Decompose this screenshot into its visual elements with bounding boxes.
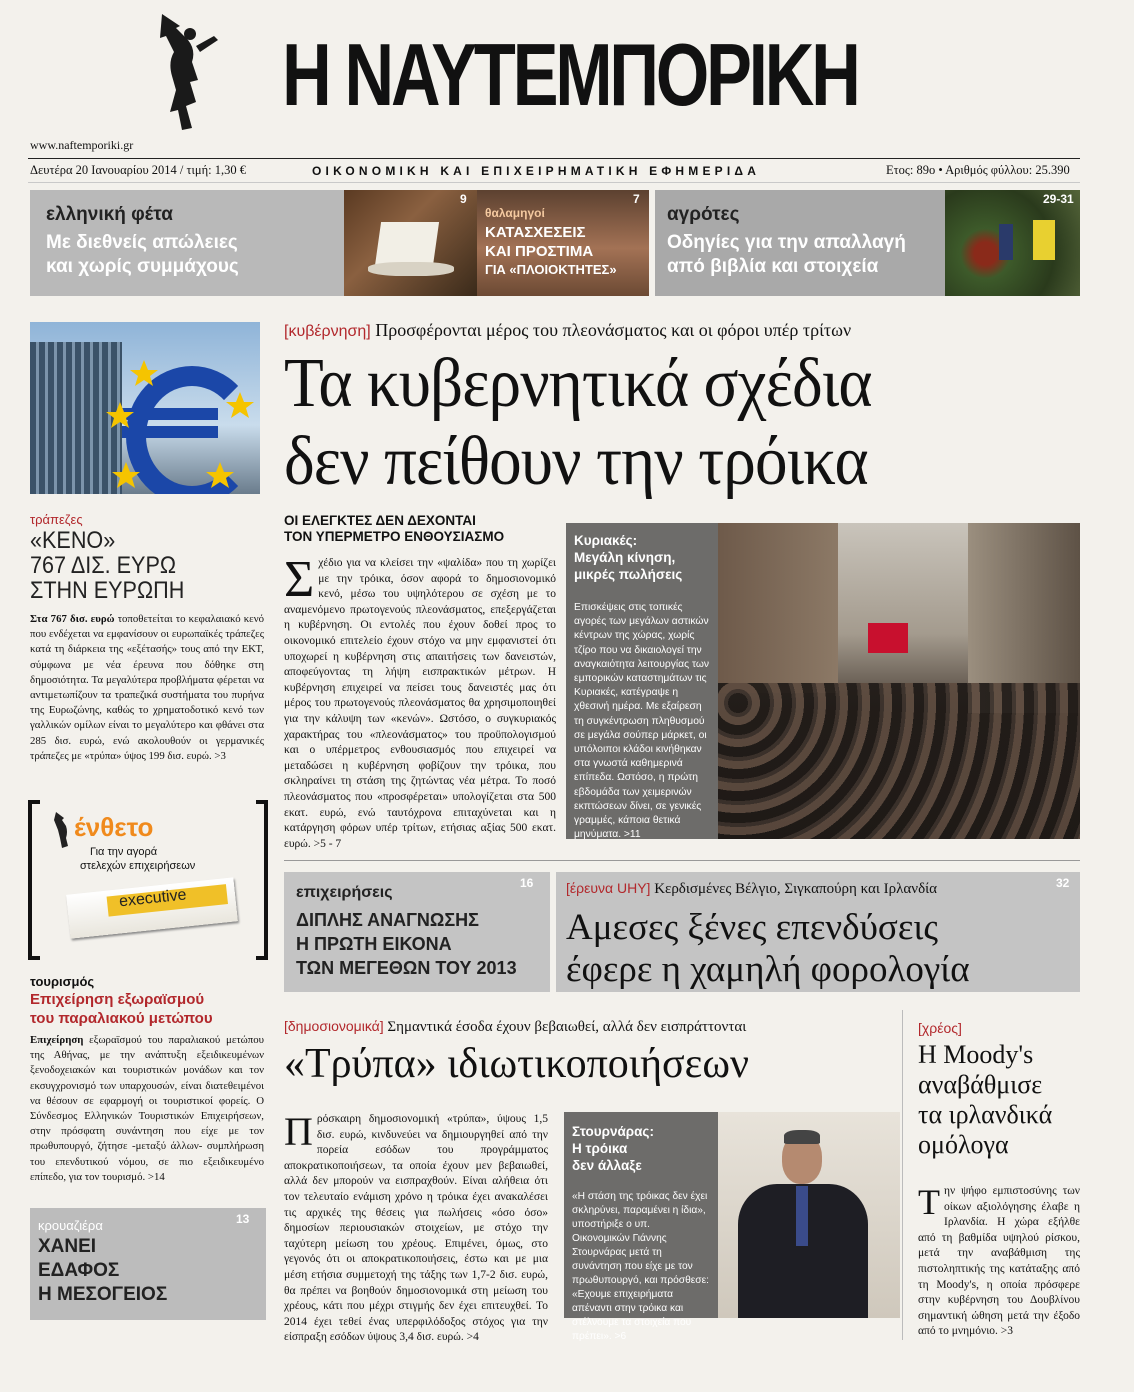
page-number: 32	[1056, 876, 1070, 890]
lead-tag: [κυβέρνηση]	[284, 323, 371, 340]
teaser-yachts[interactable]	[477, 190, 649, 296]
hermes-logo-icon	[152, 6, 232, 136]
moodys-dropcap: Τ	[918, 1182, 940, 1222]
hermes-small-icon	[52, 810, 76, 850]
teaser-farmers[interactable]	[655, 190, 1080, 296]
teaser-kicker: θαλαμηγοί	[485, 206, 545, 220]
newspaper-title: Η ΝΑΥΤΕΜΠΟΡΙΚΗ	[282, 25, 858, 124]
moodys-headline-line: αναβάθμισε	[918, 1070, 1043, 1099]
sundays-box	[566, 523, 718, 839]
business-headline-line: Η ΠΡΩΤΗ ΕΙΚΟΝΑ	[296, 934, 452, 954]
teaser-headline-line: ΓΙΑ «ΠΛΟΙΟΚΤΗΤΕΣ»	[485, 262, 617, 277]
tourism-kicker: τουρισμός	[30, 974, 95, 989]
banks-kicker: τράπεζες	[30, 512, 83, 527]
tourism-body: Επιχείρηση εξωραϊσμού του παραλιακού μετώπου της Αθήνας, με την ανάπτυξη εξειδικευμένων ξενοδοχειακών και τουριστικών μονάδων και τον εκσυγχρονισμό των υπαρχουσών, είναι διατεθειμένοι να θέσουν σε εφαρμογή οι τουριστικοί φορείς. Ο Σύνδεσμος Ελληνικών Τουριστικών Επιχειρήσεων, στην πρόσφατη συνάντηση που είχε με τον πρωθυπουργό, ζήτησε -μεταξύ άλλων- συμπλήρωση του επενδυτικού νόμου, σε πιο εξειδικευμένο επίπεδο, για τον τουρισμό. >14	[30, 1034, 264, 1183]
banks-lead: Στα 767 δισ. ευρώ	[30, 613, 115, 625]
star-icon	[100, 352, 260, 492]
business-box[interactable]	[284, 872, 550, 992]
business-kicker: επιχειρήσεις	[296, 884, 393, 901]
moodys-headline-line: τα ιρλανδικά	[918, 1100, 1053, 1129]
banks-headline-line: 767 ΔΙΣ. ΕΥΡΩ	[30, 552, 177, 579]
teaser-headline-line: από βιβλία και στοιχεία	[667, 256, 879, 277]
date-price: Δευτέρα 20 Ιανουαρίου 2014 / τιμή: 1,30 €	[30, 163, 246, 177]
teaser-headline-line: ΧΑΝΕΙ	[38, 1236, 97, 1257]
page-number: 7	[633, 192, 640, 206]
teaser-kicker: κρουαζιέρα	[38, 1218, 103, 1233]
business-headline-line: ΤΩΝ ΜΕΓΕΘΩΝ ΤΟΥ 2013	[296, 958, 517, 978]
moodys-tag: [χρέος]	[918, 1020, 962, 1036]
privatizations-headline: «Τρύπα» ιδιωτικοποιήσεων	[284, 1041, 749, 1087]
tourism-lead: Επιχείρηση	[30, 1034, 84, 1046]
lead-subhead-line: ΟΙ ΕΛΕΓΚΤΕΣ ΔΕΝ ΔΕΧΟΝΤΑΙ	[284, 513, 476, 528]
stournaras-box	[564, 1112, 718, 1342]
teaser-headline-line: Οδηγίες για την απαλλαγή	[667, 232, 906, 253]
moodys-headline-line: ομόλογα	[918, 1130, 1009, 1159]
lead-body: χέδιο για να κλείσει την «ψαλίδα» που τη χωρίζει με την τρόικα, όσον αφορά το δημοσιονομικό κενό, μέσω του υψηλότερου σε σχέση με το αναμενόμενο πρωτογενούς πλεονάσματος, επεξεργάζεται η κυβέρνηση. Οι εντολές που έχουν δοθεί προς το οικονομικό επιτελείο έχουν στόχο να μην εμφανιστεί ότι υποχωρεί η κυβέρνηση στις απαιτήσεις των δανειστών, αποφεύγοντας τη λήψη εισπρακτικών μέτρων. Η κυβέρνηση επιχειρεί να πείσει τους δανειστές μας ότι μέρος του πρωτογενούς πλεονάσματος θα χρησιμοποιηθεί για την κάλυψη των «κενών». Ωστόσο, ο συγκυριακός χαρακτήρας του «πλεονάσματος» του προϋπολογισμού και ο υπέρμετρος ενθουσιασμός που επιχειρεί να μεταδώσει η κυβέρνηση φοβίζουν την τρόικα, που σκληραίνει τη στάση της ζητώντας νέα μέτρα. Το ποσό πλεονάσματος που «προσφέρεται» υπολογίζεται στα 500 εκατ. ευρώ, ενώ ταυτόχρονα επιταχύνεται και η κατάργηση φόρων υπέρ τρίτων, ετήσιας αξίας 500 εκατ. ευρώ. >5 - 7	[284, 557, 556, 850]
lead-headline-line: δεν πείθουν την τρόικα	[284, 423, 868, 500]
entheto-title: ένθετο	[74, 812, 154, 842]
feta-photo	[344, 190, 477, 296]
uhy-tag: [έρευνα UHY]	[566, 880, 651, 896]
teaser-headline-line: Με διεθνείς απώλειες	[46, 232, 238, 253]
masthead-subtitle: ΟΙΚΟΝΟΜΙΚΗ ΚΑΙ ΕΠΙΧΕΙΡΗΜΑΤΙΚΗ ΕΦΗΜΕΡΙΔΑ	[312, 164, 761, 178]
banks-headline-line: «ΚΕΝΟ»	[30, 527, 116, 554]
euro-sculpture-photo	[30, 322, 260, 494]
teaser-headline-line: ΚΑΙ ΠΡΟΣΤΙΜΑ	[485, 243, 594, 260]
teaser-kicker: ελληνική φέτα	[46, 204, 173, 225]
privatizations-tag: [δημοσιονομικά]	[284, 1018, 384, 1034]
uhy-headline-line: Αμεσες ξένες επενδύσεις	[566, 907, 939, 948]
entheto-box[interactable]	[28, 800, 268, 952]
uhy-box[interactable]	[556, 872, 1080, 992]
stournaras-title-line: Στουρνάρας:	[572, 1124, 654, 1139]
lead-subhead-line: ΤΟΝ ΥΠΕΡΜΕΤΡΟ ΕΝΘΟΥΣΙΑΣΜΟ	[284, 529, 505, 544]
lead-supertitle: Προσφέρονται μέρος του πλεονάσματος και οι φόροι υπέρ τρίτων	[370, 320, 852, 340]
teaser-feta[interactable]	[30, 190, 477, 296]
sundays-body: Επισκέψεις στις τοπικές αγορές των μεγάλων αστικών κέντρων της χώρας, χωρίς τζίρο που να δικαιολογεί την αναγκαιότητα λειτουργίας των εμπορικών καταστημάτων τις Κυριακές, κατέγραψε η χθεσινή ημέρα. Με εξαίρεση τη συγκέντρωση πληθυσμού σε μεγάλα σούπερ μάρκετ, οι υπόλοιποι κλάδοι κινήθηκαν στα γνωστά καθημερινά επίπεδα. Ωστόσο, η πρώτη εβδομάδα των χειμερινών εκπτώσεων δίνει, σε γενικές γραμμές, κάποια θετικά μηνύματα. >11	[574, 602, 710, 841]
teaser-headline-line: ΚΑΤΑΣΧΕΣΕΙΣ	[485, 224, 586, 241]
privatizations-dropcap: Π	[284, 1109, 313, 1154]
sundays-title-line: Κυριακές:	[574, 533, 638, 548]
website[interactable]: www.naftemporiki.gr	[30, 138, 134, 152]
lead-dropcap: Σ	[284, 551, 315, 608]
page-number: 29-31	[1043, 192, 1074, 206]
crowd-photo	[718, 523, 1080, 839]
page-number: 16	[520, 876, 534, 890]
uhy-headline-line: έφερε η χαμηλή φορολογία	[566, 949, 970, 990]
stournaras-title-line: δεν άλλαξε	[572, 1158, 642, 1173]
page-number: 9	[460, 192, 467, 206]
uhy-supertitle: Κερδισμένες Βέλγιο, Σιγκαπούρη και Ιρλανδία	[650, 881, 938, 897]
tourism-headline-line: Επιχείρηση εξωραϊσμού	[30, 991, 205, 1008]
teaser-kicker: αγρότες	[667, 204, 740, 225]
page-number: 13	[236, 1212, 250, 1226]
stournaras-body: «Η στάση της τρόικας δεν έχει σκληρύνει, παραμένει η ίδια», υποστήριξε ο υπ. Οικονομικών Γιάννης Στουρνάρας μετά τη συνάντηση που είχε με τον πρωθυπουργό, και πρόσθεσε: «Εχουμε επιχειρήματα απέναντι στην τρόικα και στέλνουμε τα στοιχεία που πρέπει». >6	[572, 1191, 709, 1342]
teaser-headline-line: και χωρίς συμμάχους	[46, 256, 239, 277]
teaser-cruise[interactable]	[30, 1208, 266, 1320]
privatizations-supertitle: Σημαντικά έσοδα έχουν βεβαιωθεί, αλλά δεν εισπράττονται	[383, 1019, 747, 1035]
banks-body: Στα 767 δισ. ευρώ τοποθετείται το κεφαλαιακό κενό που ενδέχεται να εμφανίσουν οι ευρωπαϊκές τράπεζες κατά τη διάρκεια της «εξέτασής» τους από την ΕΚΤ, σύμφωνα με νέα έρευνα που δόθηκε στη δημοσιότητα. Τα μεγαλύτερα προβλήματα φέρεται να αντιμετωπίζουν τα τραπεζικά συστήματα του πυρήνα της Ευρωζώνης, καθώς το χρηματοδοτικό κενό των γαλλικών ομίλων είναι το μεγαλύτερο και φθάνει στα 285 δισ. ευρώ, ενώ ακολουθούν οι γερμανικές τράπεζες με «τρύπα» ύψος 199 δισ. ευρώ. >3	[30, 613, 264, 762]
teaser-headline-line: ΕΔΑΦΟΣ	[38, 1260, 120, 1281]
entheto-subtitle: στελεχών επιχειρήσεων	[80, 860, 196, 872]
business-headline-line: ΔΙΠΛΗΣ ΑΝΑΓΝΩΣΗΣ	[296, 910, 479, 930]
moodys-body: ην ψήφο εμπιστοσύνης των οίκων αξιολόγησης έλαβε η Ιρλανδία. Η χώρα εξήλθε από τη βαθμίδα υψηλού ρίσκου, μετά την αναβάθμιση της πιστοληπτικής της κατάταξης από τη Moody's, η οποία πρόσφερε στην κυβέρνηση του Δουβλίνου σημαντική ώθηση μετά την έξοδο από το μνημόνιο. >3	[918, 1185, 1080, 1338]
executive-magazine-label: executive	[118, 886, 188, 911]
stournaras-title-line: Η τρόικα	[572, 1141, 628, 1156]
lead-headline-line: Τα κυβερνητικά σχέδια	[284, 345, 872, 422]
sundays-title-line: Μεγάλη κίνηση,	[574, 550, 676, 565]
sundays-title-line: μικρές πωλήσεις	[574, 567, 683, 582]
entheto-subtitle: Για την αγορά	[90, 846, 158, 858]
privatizations-body: ρόσκαιρη δημοσιονομική «τρύπα», ύψους 1,5 δισ. ευρώ, κινδυνεύει να δημιουργηθεί από την πορεία εσόδων του προγράμματος αποκρατικοποιήσεων, τα οποία έχουν μεν βεβαιωθεί, αλλά δεν μπορούν να εισπραχθούν. Είναι αλήθεια ότι τον τελευταίο ενάμιση χρόνο η τρόικα έχει ανακαλέσει τις αρχικές της θέσεις για πωλήσεις «όσο όσο» δημοσίων περιουσιακών στοιχείων, με στόχο την ταχύτερη μείωση του χρέους. Επιμένει, όμως, στο γεγονός ότι οι αποκρατικοποιήσεις, έστω και με μια μέση ετήσια συμμετοχή της τάξης των 1,7-2 δισ. ευρώ, θα πρέπει να βοηθούν δημοσιονομικά στη μείωση του χρέους, κάτι που μέχρι στιγμής δεν έχει επιτευχθεί. Το 2014 έχει τεθεί ένας υπερφιλόδοξος στόχος για την είσπραξη εσόδων ύψους 3,4 δισ. ευρώ. >4	[284, 1113, 548, 1344]
stournaras-photo	[718, 1112, 900, 1318]
tourism-headline-line: του παραλιακού μετώπου	[30, 1010, 213, 1027]
moodys-headline-line: Η Moody's	[918, 1040, 1034, 1069]
teaser-headline-line: Η ΜΕΣΟΓΕΙΟΣ	[38, 1284, 168, 1305]
banks-headline-line: ΣΤΗΝ ΕΥΡΩΠΗ	[30, 577, 185, 604]
issue-info: Ετος: 89ο • Αριθμός φύλλου: 25.390	[886, 163, 1070, 177]
